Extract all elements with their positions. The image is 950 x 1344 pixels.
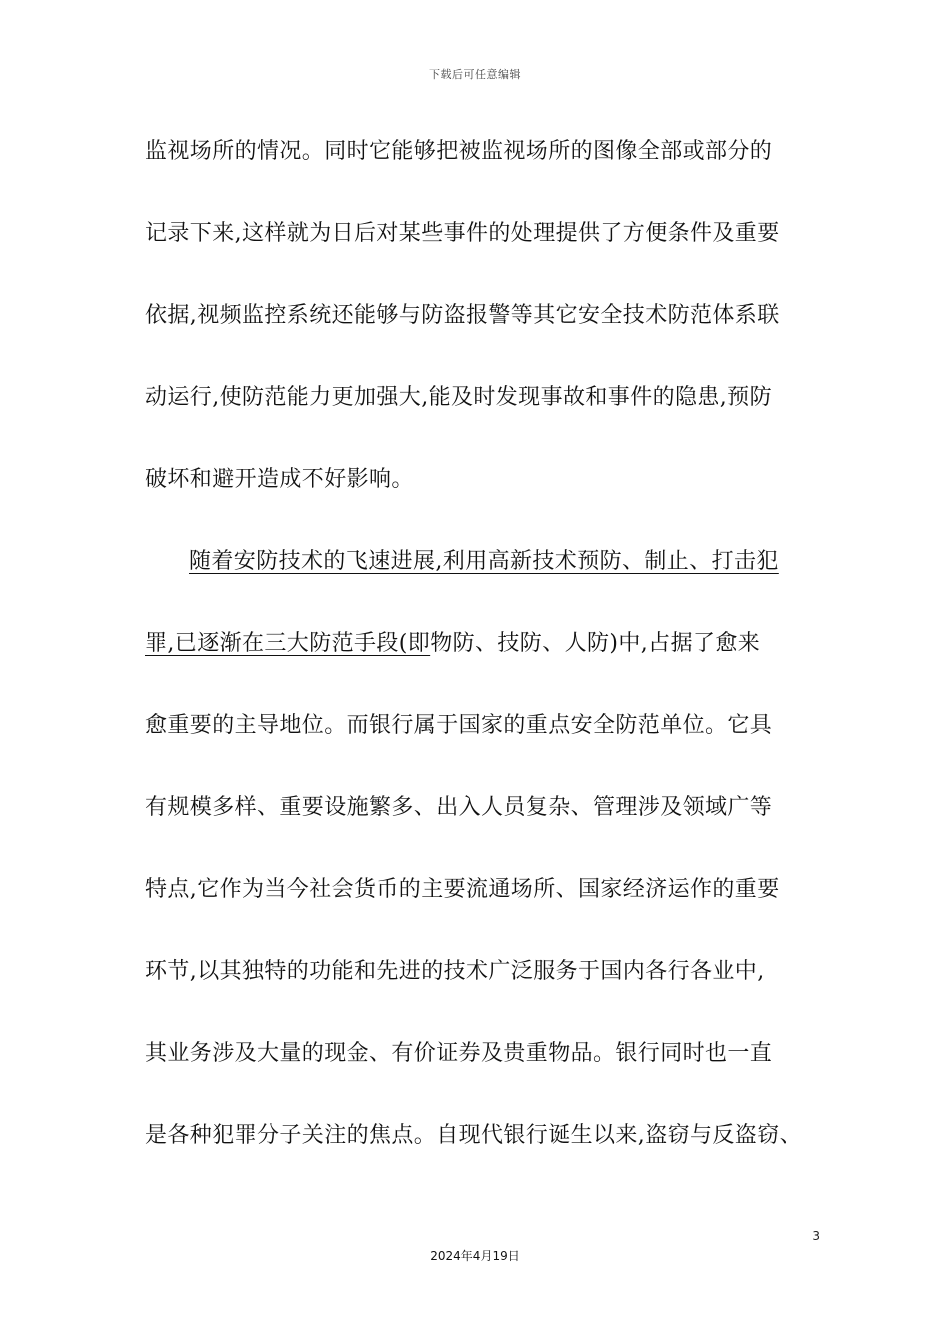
text-run: 物防、技防、人防)中,占据了愈来 — [430, 631, 761, 656]
paragraph-2-first-line — [145, 538, 825, 620]
text-line: 监视场所的情况。同时它能够把被监视场所的图像全部或部分的 — [145, 139, 773, 164]
document-body — [145, 128, 825, 1194]
page-number: 3 — [812, 1229, 820, 1243]
text-line: 动运行,使防范能力更加强大,能及时发现事故和事件的隐患,预防 — [145, 385, 772, 410]
footer-date: 2024年4月19日 — [430, 1249, 520, 1263]
text-line: 依据,视频监控系统还能够与防盗报警等其它安全技术防范体系联 — [145, 303, 780, 328]
header-note: 下载后可任意编辑 — [429, 68, 521, 81]
text-line: 愈重要的主导地位。而银行属于国家的重点安全防范单位。它具 — [145, 713, 773, 738]
text-line: 记录下来,这样就为日后对某些事件的处理提供了方便条件及重要 — [145, 221, 780, 246]
paragraph-2-second-line — [145, 620, 825, 702]
text-line: 环节,以其独特的功能和先进的技术广泛服务于国内各行各业中, — [145, 959, 765, 984]
text-line: 是各种犯罪分子关注的焦点。自现代银行诞生以来,盗窃与反盗窃、 — [145, 1123, 802, 1148]
text-line: 破坏和避开造成不好影响。 — [145, 467, 414, 492]
text-line: 特点,它作为当今社会货币的主要流通场所、国家经济运作的重要 — [145, 877, 780, 902]
underlined-text: 随着安防技术的飞速进展,利用高新技术预防、制止、打击犯 — [189, 549, 779, 574]
underlined-text: 罪,已逐渐在三大防范手段(即 — [145, 631, 431, 656]
text-line: 有规模多样、重要设施繁多、出入人员复杂、管理涉及领域广等 — [145, 795, 773, 820]
text-line: 其业务涉及大量的现金、有价证券及贵重物品。银行同时也一直 — [145, 1041, 773, 1066]
